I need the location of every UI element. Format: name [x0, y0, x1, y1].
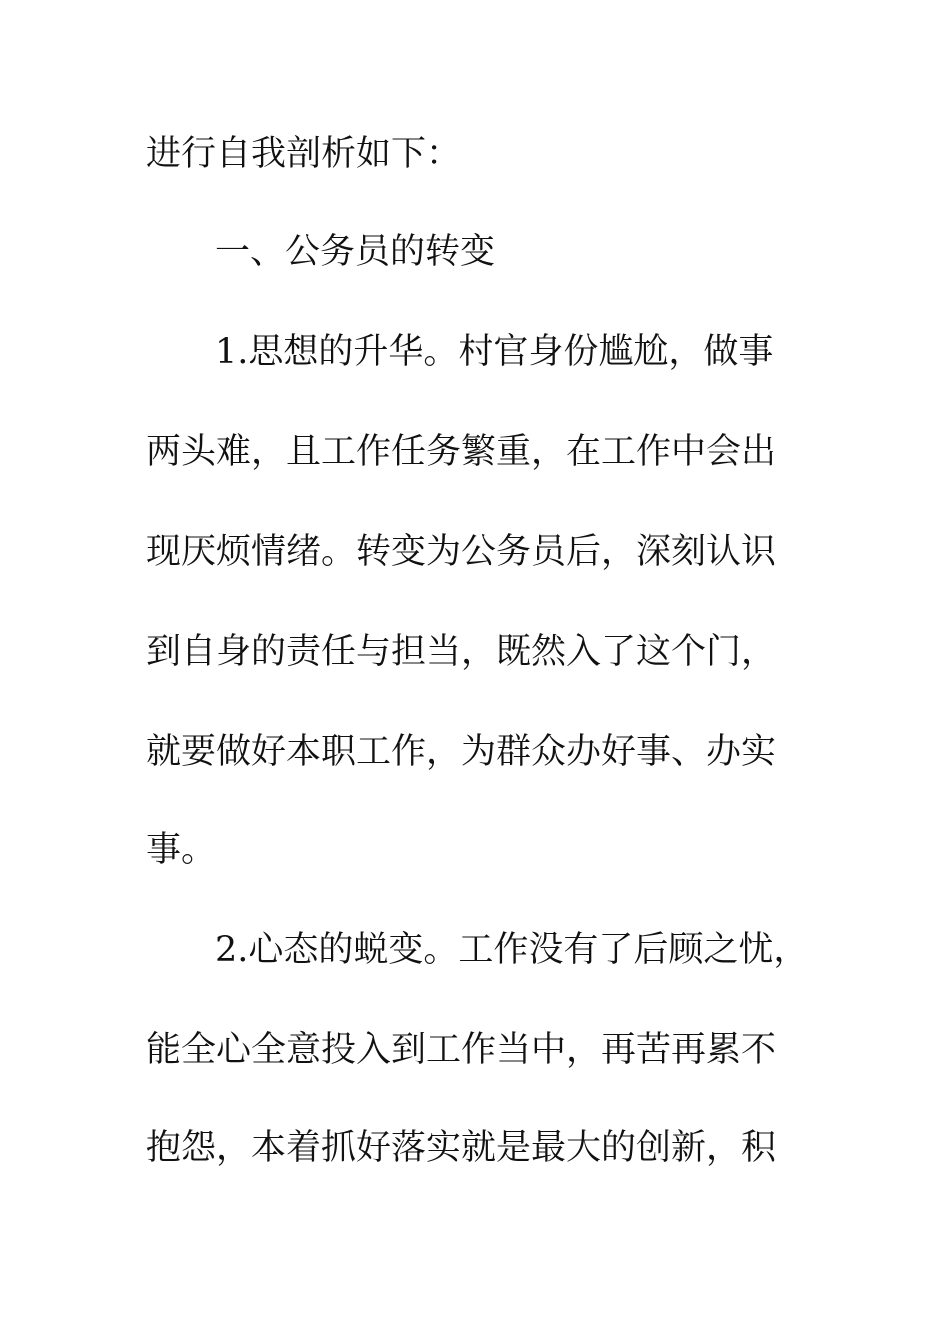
text-line: 就要做好本职工作，为群众办好事、办实	[146, 732, 777, 772]
text-line: 能全心全意投入到工作当中，再苦再累不	[146, 1030, 777, 1070]
text-line: 2.心态的蜕变。工作没有了后顾之忧，	[215, 930, 809, 970]
text-line: 事。	[146, 830, 217, 870]
text-line: 到自身的责任与担当，既然入了这个门，	[146, 632, 777, 672]
text-line: 进行自我剖析如下：	[146, 134, 462, 174]
text-line: 两头难，且工作任务繁重，在工作中会出	[146, 432, 777, 472]
text-line: 抱怨，本着抓好落实就是最大的创新，积	[146, 1128, 777, 1168]
section-heading: 一、公务员的转变	[215, 232, 496, 272]
text-line: 1.思想的升华。村官身份尴尬，做事	[215, 332, 774, 372]
text-line: 现厌烦情绪。转变为公务员后，深刻认识	[146, 532, 777, 572]
